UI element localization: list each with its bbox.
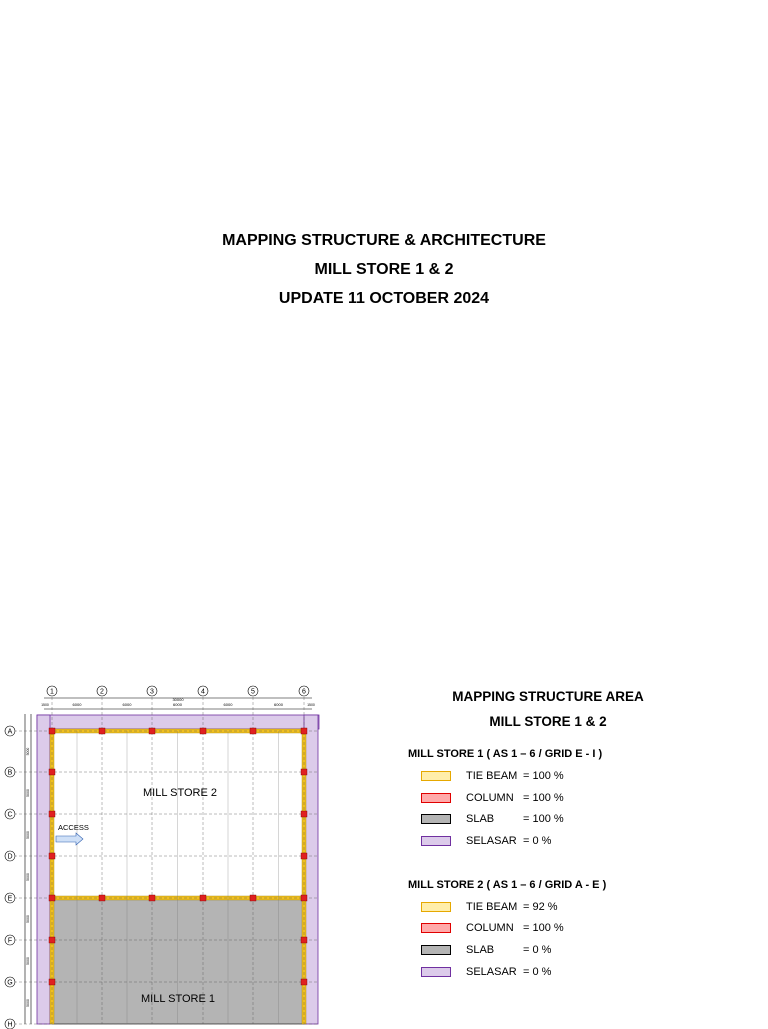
column-marker <box>301 937 307 943</box>
column-marker <box>49 728 55 734</box>
span-dimension-text: 6000 <box>274 702 283 707</box>
grid-column-label: 1 <box>50 688 54 696</box>
column-marker <box>301 728 307 734</box>
legend-item-name: COLUMN <box>466 922 514 934</box>
grid-column-label: 2 <box>100 688 104 696</box>
mill-store-2-legend-title: MILL STORE 2 ( AS 1 – 6 / GRID A - E ) <box>408 879 607 891</box>
column-marker <box>99 728 105 734</box>
span-dimension-text: 6000 <box>173 702 182 707</box>
grid-row-bubbles <box>5 726 15 1029</box>
row-dimension-text: 5000 <box>26 789 30 797</box>
column-marker <box>301 979 307 985</box>
legend-item-name: TIE BEAM <box>466 901 518 913</box>
floor-plan-drawing <box>0 684 330 1029</box>
grid-column-label: 6 <box>302 688 306 696</box>
title-line-3: UPDATE 11 OCTOBER 2024 <box>278 290 490 307</box>
grid-row-label: H <box>7 1021 13 1029</box>
span-dimension-text: 6000 <box>122 702 132 707</box>
grid-row-label: D <box>7 853 13 861</box>
total-dimension-text: 30000 <box>172 697 184 702</box>
legend-item-value: = 0 % <box>523 835 552 847</box>
grid-row-label: A <box>7 728 13 736</box>
legend-item-value: = 100 % <box>523 813 564 825</box>
column-marker <box>99 895 105 901</box>
selasar-swatch <box>421 967 451 977</box>
column-swatch <box>421 923 451 933</box>
legend-item-value: = 100 % <box>523 922 564 934</box>
edge-dimension-text-left: 1500 <box>41 703 49 707</box>
column-swatch <box>421 793 451 803</box>
slab-swatch <box>421 945 451 955</box>
tie-beam-top <box>50 729 306 733</box>
grid-row-label: C <box>7 811 13 819</box>
row-dimension-text: 5000 <box>26 747 30 756</box>
title-line-1: MAPPING STRUCTURE & ARCHITECTURE <box>222 232 546 249</box>
row-dimension-text: 5000 <box>26 831 30 839</box>
span-dimension-text: 6000 <box>72 702 82 707</box>
row-dimension-text: 5000 <box>26 999 30 1007</box>
row-dimension-text: 5000 <box>26 873 30 881</box>
tie-beam-grid-e <box>50 896 306 900</box>
legend-item-name: TIE BEAM <box>466 770 518 782</box>
grid-row-label: G <box>7 979 13 987</box>
access-label: ACCESS <box>58 823 89 832</box>
selasar-swatch <box>421 836 451 846</box>
legend-item-name: SLAB <box>466 944 495 956</box>
mill-store-2-area <box>52 731 304 898</box>
selasar-top <box>37 715 319 729</box>
tie-beam-swatch <box>421 902 451 912</box>
title-line-2: MILL STORE 1 & 2 <box>314 261 454 278</box>
grid-column-bubbles <box>47 686 309 696</box>
mill-store-2-label: MILL STORE 2 <box>143 787 217 799</box>
legend-item-value: = 0 % <box>523 944 552 956</box>
grid-column-label: 3 <box>150 688 154 696</box>
grid-column-label: 4 <box>201 688 205 696</box>
column-marker <box>149 728 155 734</box>
column-marker <box>149 895 155 901</box>
legend-item-name: COLUMN <box>466 792 514 804</box>
column-marker <box>49 811 55 817</box>
row-dimension-text: 5000 <box>26 957 30 965</box>
title-block <box>0 226 768 313</box>
column-marker <box>49 979 55 985</box>
mill-store-1-slab <box>52 898 304 1024</box>
grid-row-label: F <box>7 937 13 945</box>
legend-item-name: SELASAR <box>466 966 517 978</box>
column-marker <box>49 853 55 859</box>
span-dimension-text: 6000 <box>223 702 233 707</box>
row-dimension-text: 5000 <box>26 915 30 923</box>
slab-swatch <box>421 814 451 824</box>
floor-plan <box>0 684 330 1029</box>
column-marker <box>301 895 307 901</box>
column-marker <box>49 937 55 943</box>
legend-heading-2: MILL STORE 1 & 2 <box>489 714 607 729</box>
legend-item-value: = 92 % <box>523 901 558 913</box>
column-marker <box>301 769 307 775</box>
grid-row-label: E <box>7 895 13 903</box>
column-marker <box>301 853 307 859</box>
legend-heading-1: MAPPING STRUCTURE AREA <box>452 689 644 704</box>
grid-column-label: 5 <box>251 688 255 696</box>
column-marker <box>200 728 206 734</box>
legend-item-value: = 100 % <box>523 792 564 804</box>
column-marker <box>250 895 256 901</box>
tie-beam-swatch <box>421 771 451 781</box>
selasar-left <box>37 715 50 1024</box>
column-marker <box>301 811 307 817</box>
column-marker <box>200 895 206 901</box>
column-marker <box>250 728 256 734</box>
edge-dimension-text-right: 1500 <box>307 703 315 707</box>
mill-store-1-legend-title: MILL STORE 1 ( AS 1 – 6 / GRID E - I ) <box>408 748 603 760</box>
column-marker <box>49 769 55 775</box>
legend-item-value: = 0 % <box>523 966 552 978</box>
mill-store-1-label: MILL STORE 1 <box>141 993 215 1005</box>
grid-row-label: B <box>7 769 13 777</box>
column-marker <box>49 895 55 901</box>
legend-item-value: = 100 % <box>523 770 564 782</box>
legend-item-name: SELASAR <box>466 835 517 847</box>
legend-item-name: SLAB <box>466 813 495 825</box>
